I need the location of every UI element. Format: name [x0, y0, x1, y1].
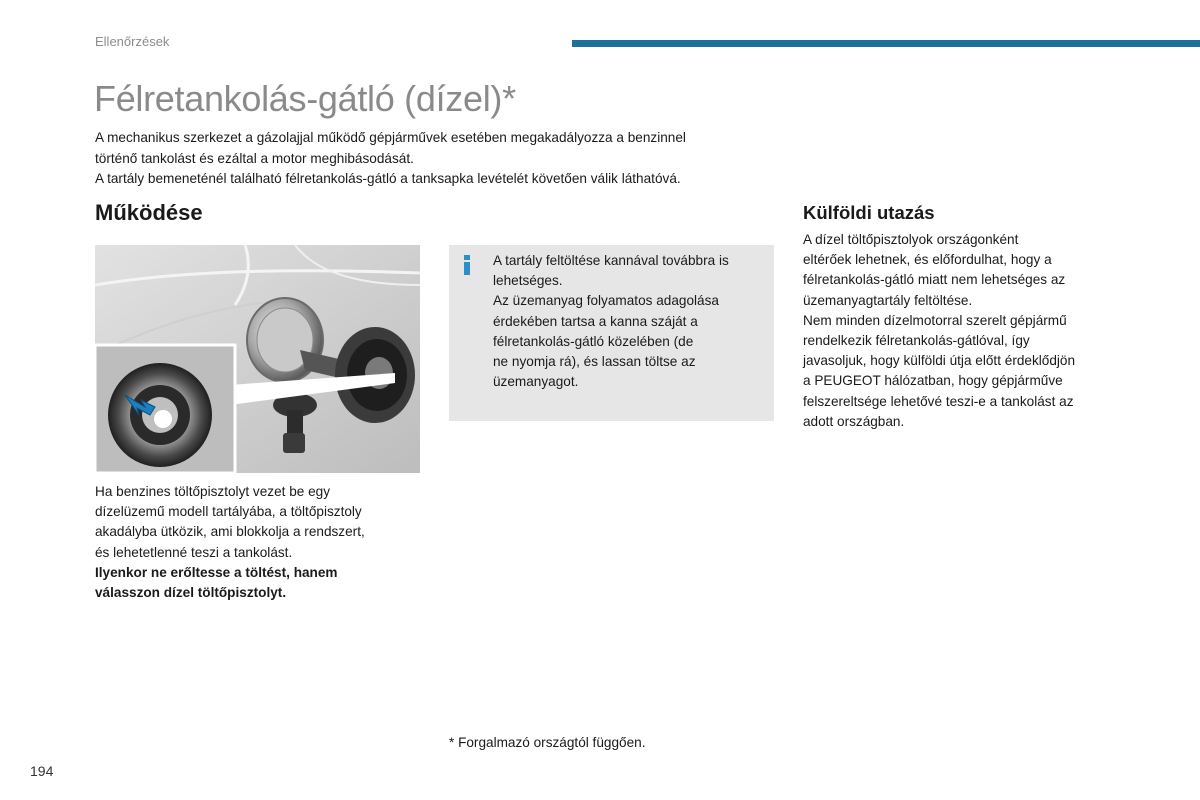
operation-heading: Működése: [95, 200, 203, 225]
note-line: Az üzemanyag folyamatos adagolása: [493, 293, 719, 309]
info-note-text: [493, 251, 768, 392]
abroad-heading: Külföldi utazás: [803, 202, 935, 223]
operation-line: dízelüzemű modell tartályába, a töltőpisztoly: [95, 504, 362, 520]
abroad-line: a PEUGEOT hálózatban, hogy gépjárműve: [803, 373, 1063, 389]
section-label: Ellenőrzések: [95, 34, 170, 49]
page-title: Félretankolás-gátló (dízel)*: [94, 78, 516, 119]
abroad-line: javasoljuk, hogy külföldi útja előtt érdeklődjön: [803, 353, 1076, 369]
operation-warning-line: válasszon dízel töltőpisztolyt.: [95, 585, 287, 601]
abroad-line: eltérőek lehetnek, és előfordulhat, hogy a: [803, 252, 1052, 268]
operation-warning-line: Ilyenkor ne erőltesse a töltést, hanem: [95, 564, 338, 580]
operation-line: akadályba ütközik, ami blokkolja a rendszert,: [95, 524, 365, 540]
intro-line: A mechanikus szerkezet a gázolajjal működő gépjárművek esetében megakadályozza a benzinnel: [95, 130, 686, 145]
note-line: érdekében tartsa a kanna száját a: [493, 313, 698, 329]
abroad-line: félretankolás-gátló miatt nem lehetséges az: [803, 272, 1066, 288]
note-line: lehetséges.: [493, 273, 563, 289]
intro-line: A tartály bemeneténél található félretankolás-gátló a tanksapka levételét követően válik láthatóvá.: [95, 171, 681, 186]
intro-paragraph: [95, 128, 795, 190]
abroad-line: üzemanyagtartály feltöltése.: [803, 292, 973, 308]
fuel-filler-illustration: [95, 245, 420, 473]
fuel-filler-photo: [95, 245, 420, 473]
note-line: ne nyomja rá), és lassan töltse az: [493, 354, 696, 370]
operation-line: és lehetetlenné teszi a tankolást.: [95, 544, 293, 560]
note-line: A tartály feltöltése kannával továbbra is: [493, 253, 729, 268]
note-line: üzemanyagot.: [493, 374, 579, 390]
intro-line: történő tankolást és ezáltal a motor meghibásodását.: [95, 150, 414, 166]
abroad-line: felszereltsége lehetővé teszi-e a tankolást az: [803, 393, 1074, 409]
abroad-line: Nem minden dízelmotorral szerelt gépjármű: [803, 312, 1067, 328]
info-icon: [463, 255, 471, 275]
abroad-text: [803, 230, 1133, 432]
operation-text: [95, 482, 425, 603]
footnote: * Forgalmazó országtól függően.: [449, 735, 646, 750]
abroad-line: A dízel töltőpisztolyok országonként: [803, 232, 1019, 247]
operation-line: Ha benzines töltőpisztolyt vezet be egy: [95, 484, 331, 499]
header-accent-bar: [572, 40, 1200, 47]
note-line: félretankolás-gátló közelében (de: [493, 333, 694, 349]
abroad-line: adott országban.: [803, 413, 905, 429]
abroad-line: rendelkezik félretankolás-gátlóval, így: [803, 333, 1030, 349]
page-number: 194: [30, 763, 54, 779]
